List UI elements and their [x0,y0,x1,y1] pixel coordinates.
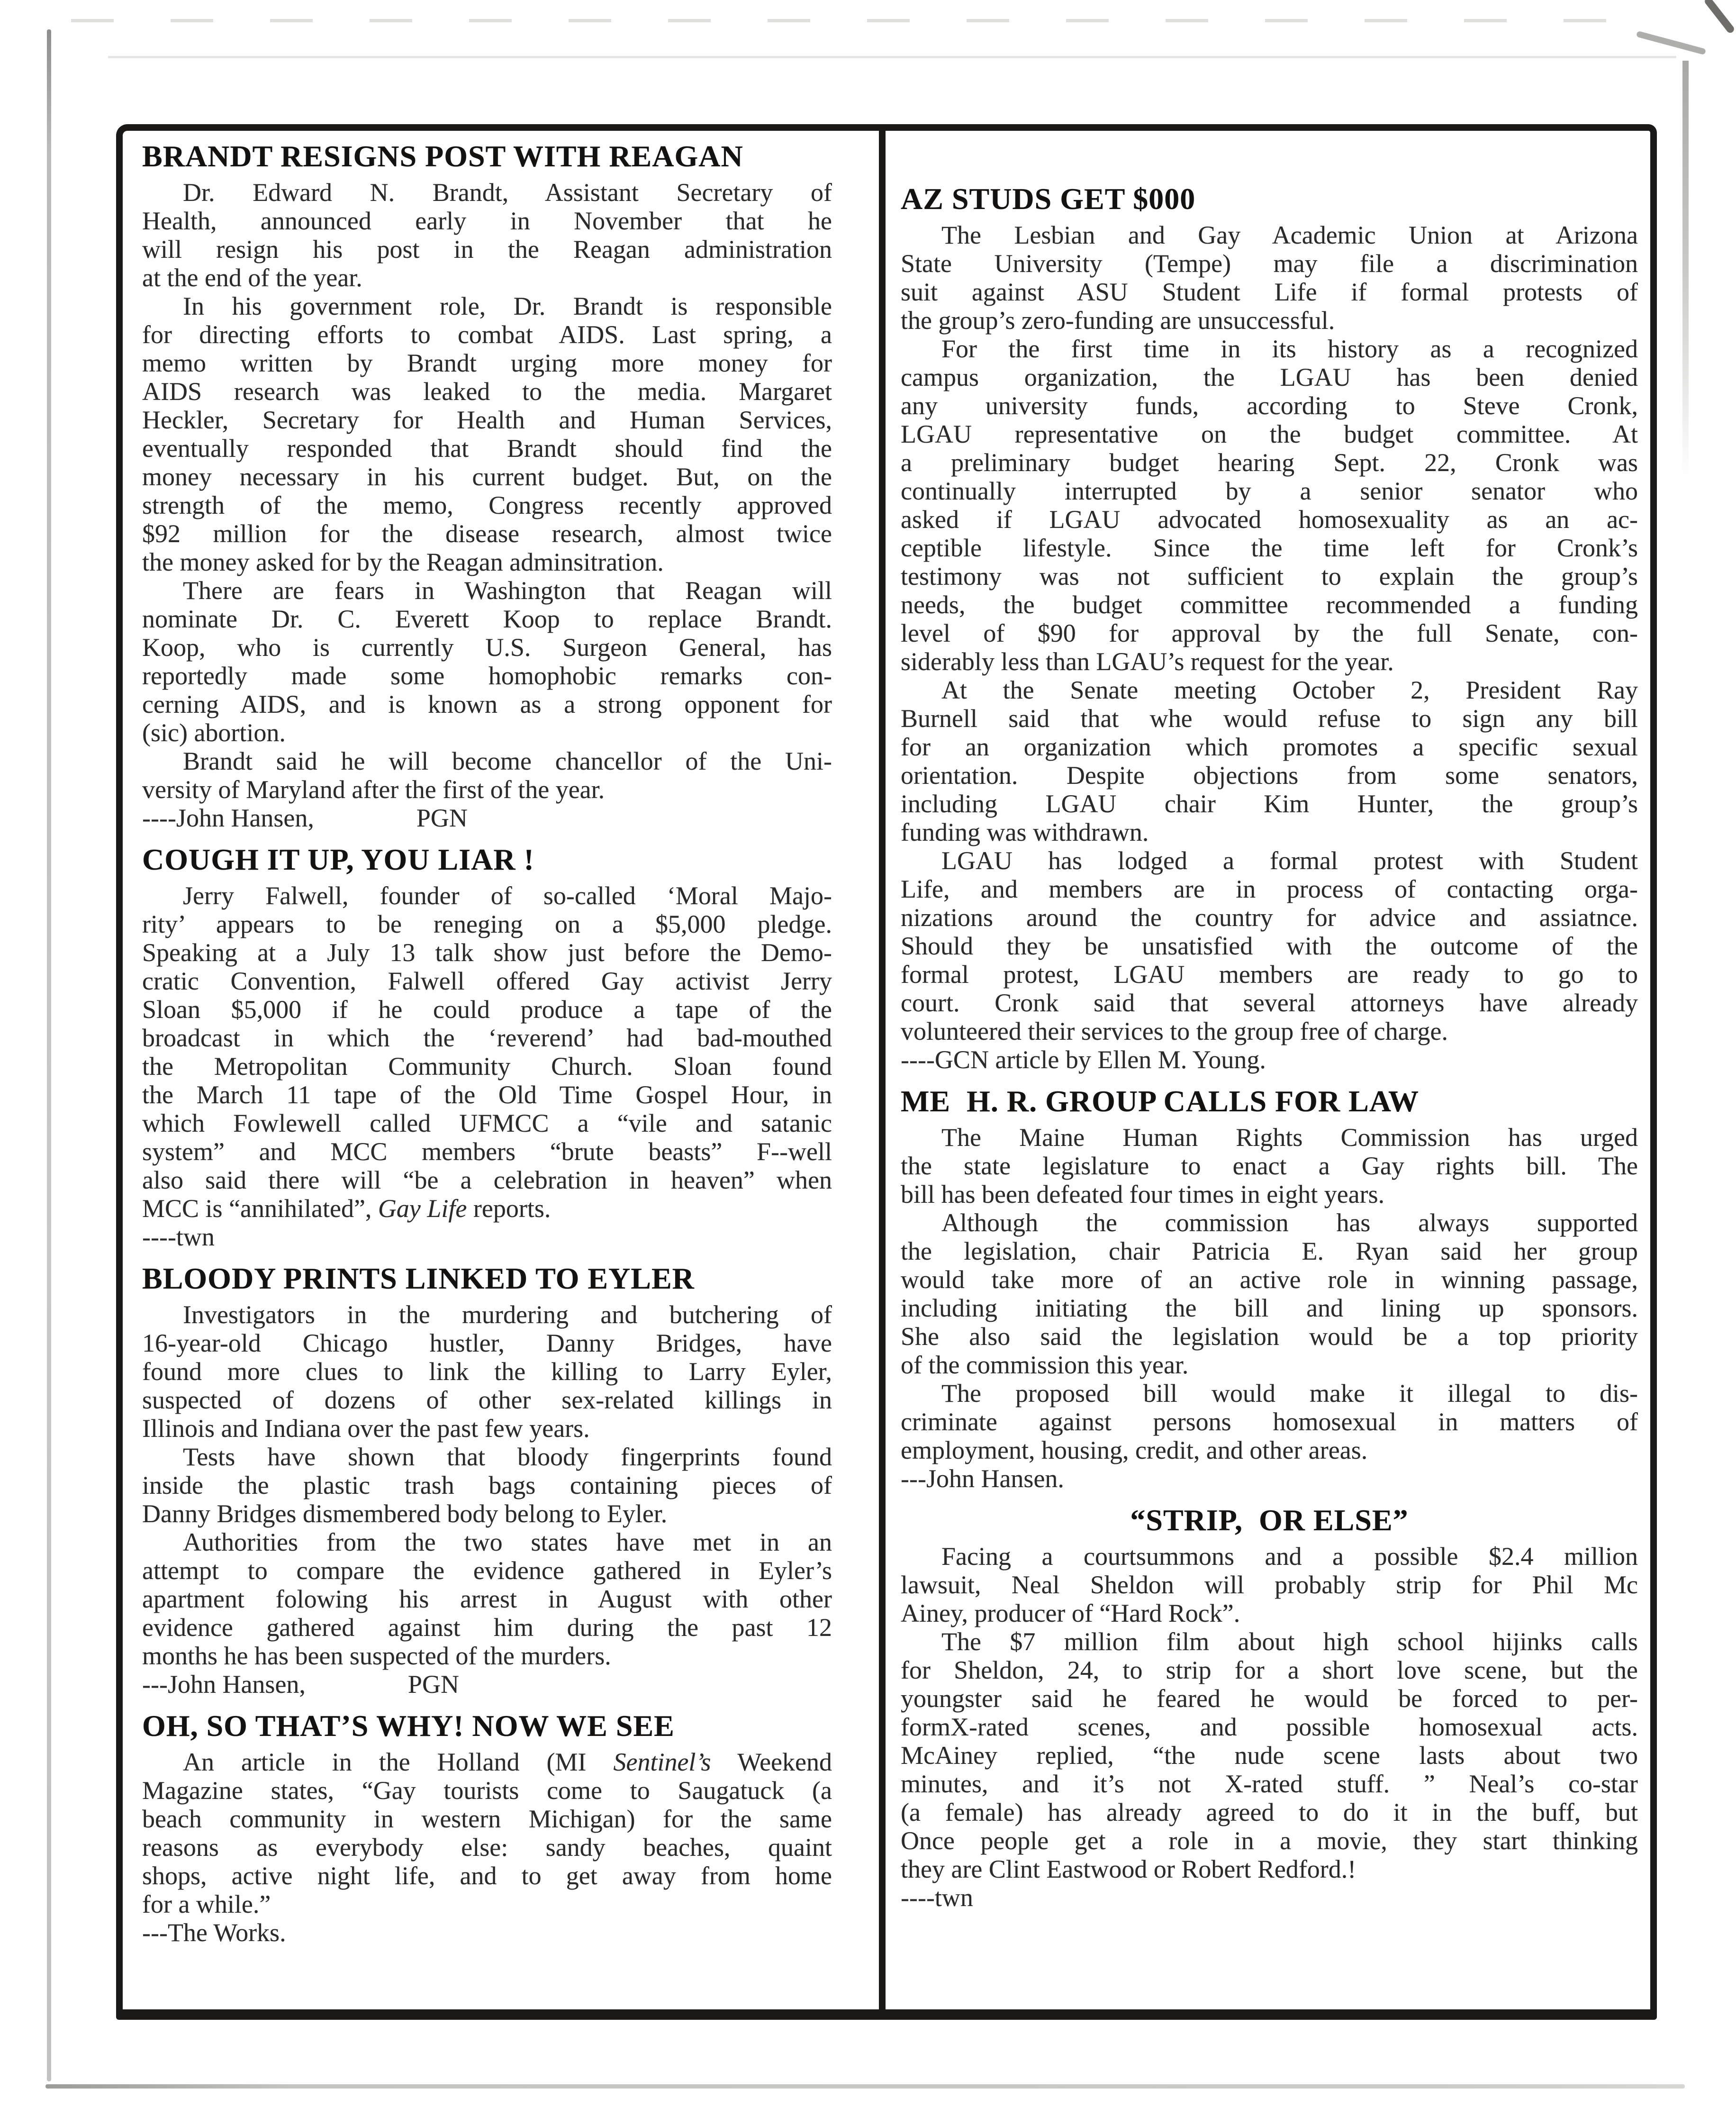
byline: ----twn [901,1883,973,1912]
article-title: AZ STUDS GET $000 [901,182,1196,216]
column-left [142,131,832,1947]
byline: ---John Hansen, PGN [142,1670,459,1698]
text-line: Should they be unsatisfied with the outcome of the [901,932,1638,960]
text-line: siderably less than LGAU’s request for the year. [901,647,1394,676]
text-line: The Lesbian and Gay Academic Union at Arizona [941,221,1638,249]
text-line: Danny Bridges dismembered body belong to Eyler. [142,1499,668,1528]
paragraph [142,1748,832,1918]
text-line: Illinois and Indiana over the past few years. [142,1414,590,1443]
paragraph [901,1379,1638,1464]
paragraph [901,846,1638,1045]
paragraph [901,1627,1638,1883]
text-line: Ainey, producer of “Hard Rock”. [901,1599,1240,1627]
text-line: For the first time in its history as a recognized [941,335,1638,363]
text-line: Facing a courtsummons and a possible $2.4 million [941,1542,1638,1571]
text-line: Burnell said that whe would refuse to sign any bill [901,704,1638,733]
article [901,1084,1638,1493]
text-line: LGAU has lodged a formal protest with Student [941,846,1638,875]
article [901,1503,1638,1912]
text-line: Authorities from the two states have met in an [183,1528,832,1556]
text-line: attempt to compare the evidence gathered in Eyler’s [142,1556,832,1585]
text-line: Koop, who is currently U.S. Surgeon General, has [142,633,832,662]
text-line: rity’ appears to be reneging on a $5,000 pledge. [142,910,832,938]
article-title: ME H. R. GROUP CALLS FOR LAW [901,1084,1419,1118]
text-line: including LGAU chair Kim Hunter, the group’s [901,790,1638,818]
text-line: the March 11 tape of the Old Time Gospel Hour, in [142,1081,832,1109]
text-line: beach community in western Michigan) for the same [142,1805,832,1833]
paragraph [142,747,832,804]
text-line: suit against ASU Student Life if formal protests of [901,278,1638,306]
paragraph [142,881,832,1223]
paragraph [901,676,1638,846]
text-line: money necessary in his current budget. But, on the [142,463,832,491]
paper-edge-right [1682,61,1689,478]
text-line: Heckler, Secretary for Health and Human Services, [142,406,832,434]
paragraph [901,335,1638,676]
text-line: She also said the legislation would be a top priority [901,1322,1638,1351]
text-line: for directing efforts to combat AIDS. Last spring, a [142,320,832,349]
byline: ---John Hansen. [901,1464,1064,1493]
text-line: employment, housing, credit, and other areas. [901,1436,1368,1464]
text-line: Once people get a role in a movie, they start thinking [901,1826,1638,1855]
text-line: eventually responded that Brandt should find the [142,434,832,463]
content-frame [116,124,1657,2020]
text-line: McAiney replied, “the nude scene lasts about two [901,1741,1638,1770]
text-line: Speaking at a July 13 talk show just before the Demo- [142,938,832,967]
text-line: also said there will “be a celebration in heaven” when [142,1166,832,1194]
text-line: $92 million for the disease research, almost twice [142,519,832,548]
text-line: which Fowlewell called UFMCC a “vile and satanic [142,1109,832,1137]
text-line: campus organization, the LGAU has been denied [901,363,1638,391]
article [142,843,832,1251]
text-line: level of $90 for approval by the full Senate, con- [901,619,1638,647]
text-line: Investigators in the murdering and butchering of [183,1300,832,1329]
text-line: memo written by Brandt urging more money for [142,349,832,377]
text-line: Sloan $5,000 if he could produce a tape of the [142,995,832,1024]
paper-edge-left [47,29,51,2081]
text-line: the legislation, chair Patricia E. Ryan said her group [901,1237,1638,1265]
text-line: State University (Tempe) may file a discrimination [901,249,1638,278]
text-line: An article in the Holland (MI Sentinel’s Weekend [183,1748,832,1776]
text-line: Health, announced early in November that he [142,207,832,235]
column-right [901,131,1638,1912]
text-line: (a female) has already agreed to do it in the buff, but [901,1798,1638,1826]
text-line: youngster said he feared he would be forced to per- [901,1684,1638,1713]
text-line: inside the plastic trash bags containing pieces of [142,1471,832,1499]
paper-edge-top [108,56,1676,58]
text-line: a preliminary budget hearing Sept. 22, Cronk was [901,448,1638,477]
paragraph [901,1542,1638,1627]
text-line: cratic Convention, Falwell offered Gay activist Jerry [142,967,832,995]
text-line: There are fears in Washington that Reagan will [183,576,832,605]
byline: ---The Works. [142,1918,286,1947]
paragraph [142,576,832,747]
text-line: for Sheldon, 24, to strip for a short love scene, but the [901,1656,1638,1684]
text-line: The proposed bill would make it illegal to dis- [941,1379,1638,1408]
text-line: broadcast in which the ‘reverend’ had bad-mouthed [142,1024,832,1052]
text-line: MCC is “annihilated”, Gay Life reports. [142,1194,551,1223]
text-line: at the end of the year. [142,263,362,292]
paragraph [142,178,832,292]
paper-edge-bottom [45,2084,1685,2089]
text-line: strength of the memo, Congress recently approved [142,491,832,519]
text-line: including initiating the bill and lining up sponsors. [901,1294,1638,1322]
article-title: BRANDT RESIGNS POST WITH REAGAN [142,139,743,173]
text-line: cerning AIDS, and is known as a strong opponent for [142,690,832,718]
text-line: formal protest, LGAU members are ready to go to [901,960,1638,989]
byline: ----GCN article by Ellen M. Young. [901,1045,1266,1074]
text-line: any university funds, according to Steve Cronk, [901,391,1638,420]
text-line: nizations around the country for advice and assiatnce. [901,903,1638,932]
text-line: for an organization which promotes a specific sexual [901,733,1638,761]
text-line: The Maine Human Rights Commission has urged [941,1123,1638,1152]
article [901,182,1638,1074]
text-line: formX-rated scenes, and possible homosexual acts. [901,1713,1638,1741]
text-line: they are Clint Eastwood or Robert Redford.! [901,1855,1356,1883]
column-divider [879,129,886,2011]
text-line: reportedly made some homophobic remarks con- [142,662,832,690]
paragraph [142,1528,832,1670]
paragraph [901,1123,1638,1208]
text-line: 16-year-old Chicago hustler, Danny Bridges, have [142,1329,832,1357]
text-line: versity of Maryland after the first of the year. [142,775,605,804]
text-line: funding was withdrawn. [901,818,1149,846]
text-line: court. Cronk said that several attorneys have already [901,989,1638,1017]
paragraph [142,292,832,576]
scanner-edge-top [71,19,1625,22]
text-line: AIDS research was leaked to the media. Margaret [142,377,832,406]
text-line: needs, the budget committee recommended a funding [901,590,1638,619]
paragraph [901,221,1638,335]
text-line: system” and MCC members “brute beasts” F--well [142,1137,832,1166]
text-line: At the Senate meeting October 2, President Ray [941,676,1638,704]
paper-corner-shadow [1703,0,1736,34]
text-line: shops, active night life, and to get away from home [142,1862,832,1890]
text-line: The $7 million film about high school hijinks calls [941,1627,1638,1656]
text-line: reasons as everybody else: sandy beaches, quaint [142,1833,832,1862]
text-line: of the commission this year. [901,1351,1189,1379]
article-title: COUGH IT UP, YOU LIAR ! [142,843,534,876]
article [142,139,832,832]
text-line: ceptible lifestyle. Since the time left for Cronk’s [901,534,1638,562]
text-line: criminate against persons homosexual in matters of [901,1408,1638,1436]
text-line: LGAU representative on the budget committee. At [901,420,1638,448]
text-line: Dr. Edward N. Brandt, Assistant Secretary of [183,178,832,207]
byline: ----twn [142,1223,215,1251]
text-line: found more clues to link the killing to Larry Eyler, [142,1357,832,1386]
text-line: Tests have shown that bloody fingerprints found [183,1443,832,1471]
paragraph [901,1208,1638,1379]
text-line: the state legislature to enact a Gay rights bill. The [901,1152,1638,1180]
byline: ----John Hansen, PGN [142,804,468,832]
text-line: nominate Dr. C. Everett Koop to replace Brandt. [142,605,832,633]
text-line: months he has been suspected of the murders. [142,1642,611,1670]
text-line: suspected of dozens of other sex-related killings in [142,1386,832,1414]
text-line: Although the commission has always supported [941,1208,1638,1237]
text-line: evidence gathered against him during the past 12 [142,1613,832,1642]
text-line: Brandt said he will become chancellor of the Uni- [183,747,832,775]
text-line: asked if LGAU advocated homosexuality as an ac- [901,505,1638,534]
text-line: volunteered their services to the group free of charge. [901,1017,1448,1045]
article [142,1709,832,1947]
text-line: the Metropolitan Community Church. Sloan found [142,1052,832,1081]
text-line: minutes, and it’s not X-rated stuff. ” Neal’s co-star [901,1770,1638,1798]
text-line: In his government role, Dr. Brandt is responsible [183,292,832,320]
text-line: lawsuit, Neal Sheldon will probably strip for Phil Mc [901,1571,1638,1599]
article-title: OH, SO THAT’S WHY! NOW WE SEE [142,1709,675,1743]
text-line: Life, and members are in process of contacting orga- [901,875,1638,903]
paragraph [142,1300,832,1443]
text-line: Magazine states, “Gay tourists come to Saugatuck (a [142,1776,832,1805]
paper-corner-curl [1636,31,1706,55]
text-line: bill has been defeated four times in eight years. [901,1180,1385,1208]
text-line: would take more of an active role in winning passage, [901,1265,1638,1294]
article-title: BLOODY PRINTS LINKED TO EYLER [142,1262,695,1295]
text-line: Jerry Falwell, founder of so-called ‘Moral Majo- [183,881,832,910]
text-line: apartment folowing his arrest in August with other [142,1585,832,1613]
text-line: will resign his post in the Reagan administration [142,235,832,263]
text-line: (sic) abortion. [142,718,286,747]
article-title: “STRIP, OR ELSE” [1130,1503,1409,1537]
paragraph [142,1443,832,1528]
text-line: for a while.” [142,1890,271,1918]
text-line: the group’s zero-funding are unsuccessful. [901,306,1335,335]
text-line: continually interrupted by a senior senator who [901,477,1638,505]
article [142,1262,832,1698]
text-line: orientation. Despite objections from some senators, [901,761,1638,790]
text-line: testimony was not sufficient to explain the group’s [901,562,1638,590]
text-line: the money asked for by the Reagan adminsitration. [142,548,664,576]
